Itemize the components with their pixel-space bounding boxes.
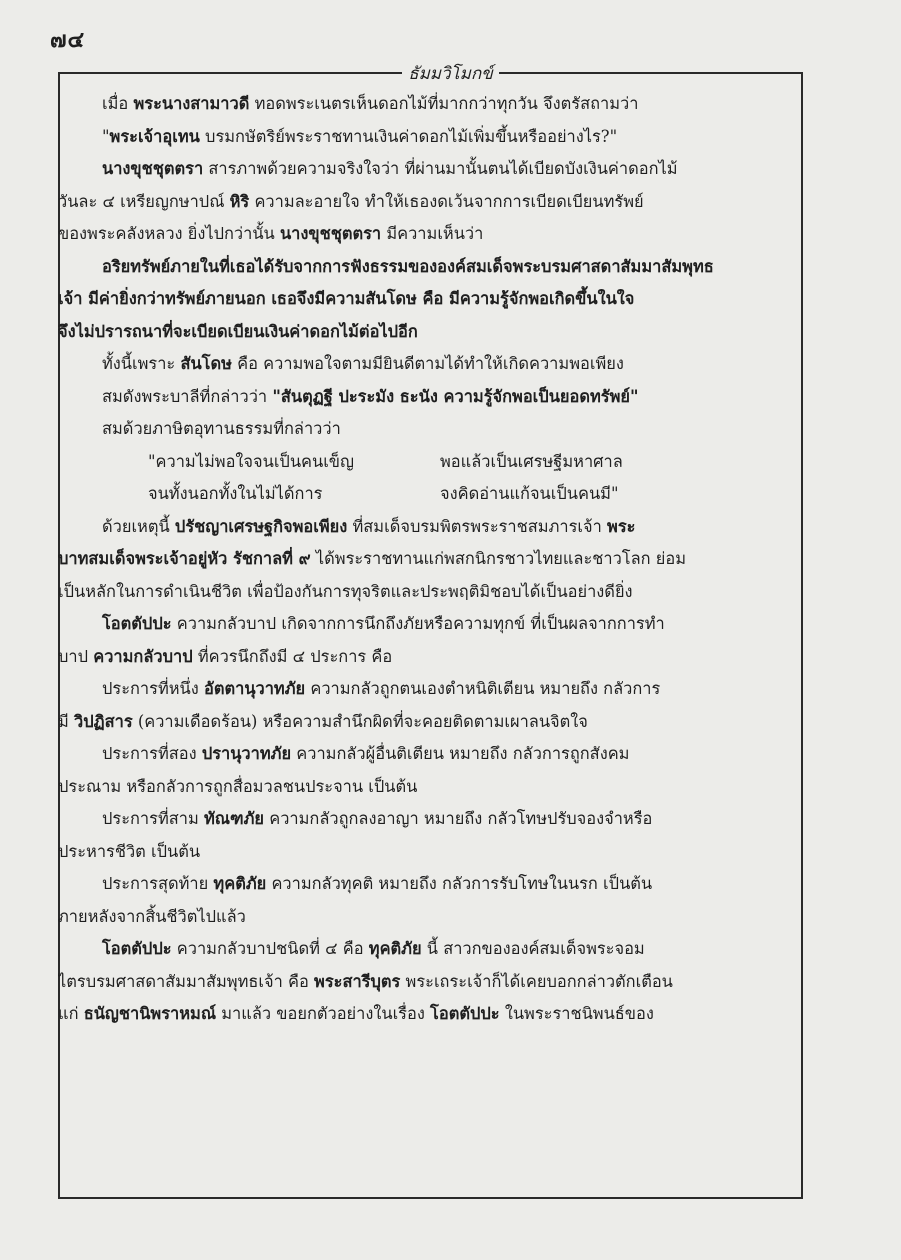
text-line: จึงไม่ปรารถนาที่จะเบียดเบียนเงินค่าดอกไม้ต่อไปอีก (58, 321, 418, 341)
text-line: นางขุชชุตตรา สารภาพด้วยความจริงใจว่า ที่ผ่านมานั้นตนได้เบียดบังเงินค่าดอกไม้ (102, 159, 678, 178)
text-line: อริยทรัพย์ภายในที่เธอได้รับจากการฟังธรรมขององค์สมเด็จพระบรมศาสดาสัมมาสัมพุทธ (102, 256, 714, 276)
text-line: โอตตัปปะ ความกลัวบาป เกิดจากการนึกถึงภัยหรือความทุกข์ ที่เป็นผลจากการทำ (102, 614, 665, 633)
text-line: ประณาม หรือกลัวการถูกสื่อมวลชนประจาน เป็นต้น (58, 776, 418, 796)
text-line: เจ้า มีค่ายิ่งกว่าทรัพย์ภายนอก เธอจึงมีความสันโดษ คือ มีความรู้จักพอเกิดขึ้นในใจ (58, 289, 635, 308)
text-line: ประการที่สอง ปรานุวาทภัย ความกลัวผู้อื่นติเตียน หมายถึง กลัวการถูกสังคม (102, 744, 630, 763)
text-line: ประหารชีวิต เป็นต้น (58, 841, 201, 861)
verse-line: "ความไม่พอใจจนเป็นคนเข็ญ พอแล้วเป็นเศรษฐีมหาศาล (148, 451, 623, 471)
text-line: โอตตัปปะ ความกลัวบาปชนิดที่ ๔ คือ ทุคติภัย นี้ สาวกขององค์สมเด็จพระจอม (102, 939, 645, 958)
text-line: สมดังพระบาลีที่กล่าวว่า "สันตุฏฐี ปะระมัง ธะนัง ความรู้จักพอเป็นยอดทรัพย์" (102, 386, 639, 406)
text-line: ด้วยเหตุนี้ ปรัชญาเศรษฐกิจพอเพียง ที่สมเด็จบรมพิตรพระราชสมภารเจ้า พระ (102, 516, 636, 536)
text-line: ประการที่สาม ทัณฑภัย ความกลัวถูกลงอาญา หมายถึง กลัวโทษปรับจองจำหรือ (102, 809, 653, 828)
text-line: ประการสุดท้าย ทุคติภัย ความกลัวทุคติ หมายถึง กลัวการรับโทษในนรก เป็นต้น (102, 874, 653, 893)
text-line: มี วิปฏิสาร (ความเดือดร้อน) หรือความสำนึกผิดที่จะคอยติดตามเผาลนจิตใจ (58, 711, 588, 731)
text-line: "พระเจ้าอุเทน บรมกษัตริย์พระราชทานเงินค่าดอกไม้เพิ่มขึ้นหรืออย่างไร?" (102, 126, 618, 146)
text-line: สมด้วยภาษิตอุทานธรรมที่กล่าวว่า (102, 419, 341, 438)
text-line: วันละ ๔ เหรียญกษาปณ์ หิริ ความละอายใจ ทำให้เธองดเว้นจากการเบียดเบียนทรัพย์ (58, 191, 644, 211)
running-header: ธัมมวิโมกข์ (0, 60, 901, 87)
text-line: ประการที่หนึ่ง อัตตานุวาทภัย ความกลัวถูกตนเองตำหนิติเตียน หมายถึง กลัวการ (102, 679, 661, 698)
text-line: ไตรบรมศาสดาสัมมาสัมพุทธเจ้า คือ พระสารีบุตร พระเถระเจ้าก็ได้เคยบอกกล่าวตักเตือน (58, 971, 673, 991)
text-line: ของพระคลังหลวง ยิ่งไปกว่านั้น นางขุชชุตตรา มีความเห็นว่า (58, 224, 484, 243)
text-line: ภายหลังจากสิ้นชีวิตไปแล้ว (58, 906, 246, 926)
body-text (58, 88, 803, 1031)
text-line: แก่ ธนัญชานิพราหมณ์ มาแล้ว ขอยกตัวอย่างในเรื่อง โอตตัปปะ ในพระราชนิพนธ์ของ (58, 1004, 654, 1023)
text-line: เมื่อ พระนางสามาวดี ทอดพระเนตรเห็นดอกไม้ที่มากกว่าทุกวัน จึงตรัสถามว่า (102, 94, 639, 113)
text-line: ทั้งนี้เพราะ สันโดษ คือ ความพอใจตามมียินดีตามได้ทำให้เกิดความพอเพียง (102, 354, 624, 373)
text-line: บาป ความกลัวบาป ที่ควรนึกถึงมี ๔ ประการ คือ (58, 646, 393, 666)
verse-line: จนทั้งนอกทั้งในไม่ได้การ จงคิดอ่านแก้จนเป็นคนมี" (148, 484, 619, 503)
page-number: ๗๔ (50, 27, 86, 53)
text-line: เป็นหลักในการดำเนินชีวิต เพื่อป้องกันการทุจริตและประพฤติมิชอบได้เป็นอย่างดียิ่ง (58, 581, 633, 601)
text-line: บาทสมเด็จพระเจ้าอยู่หัว รัชกาลที่ ๙ ได้พระราชทานแก่พสกนิกรชาวไทยและชาวโลก ย่อม (58, 549, 687, 568)
